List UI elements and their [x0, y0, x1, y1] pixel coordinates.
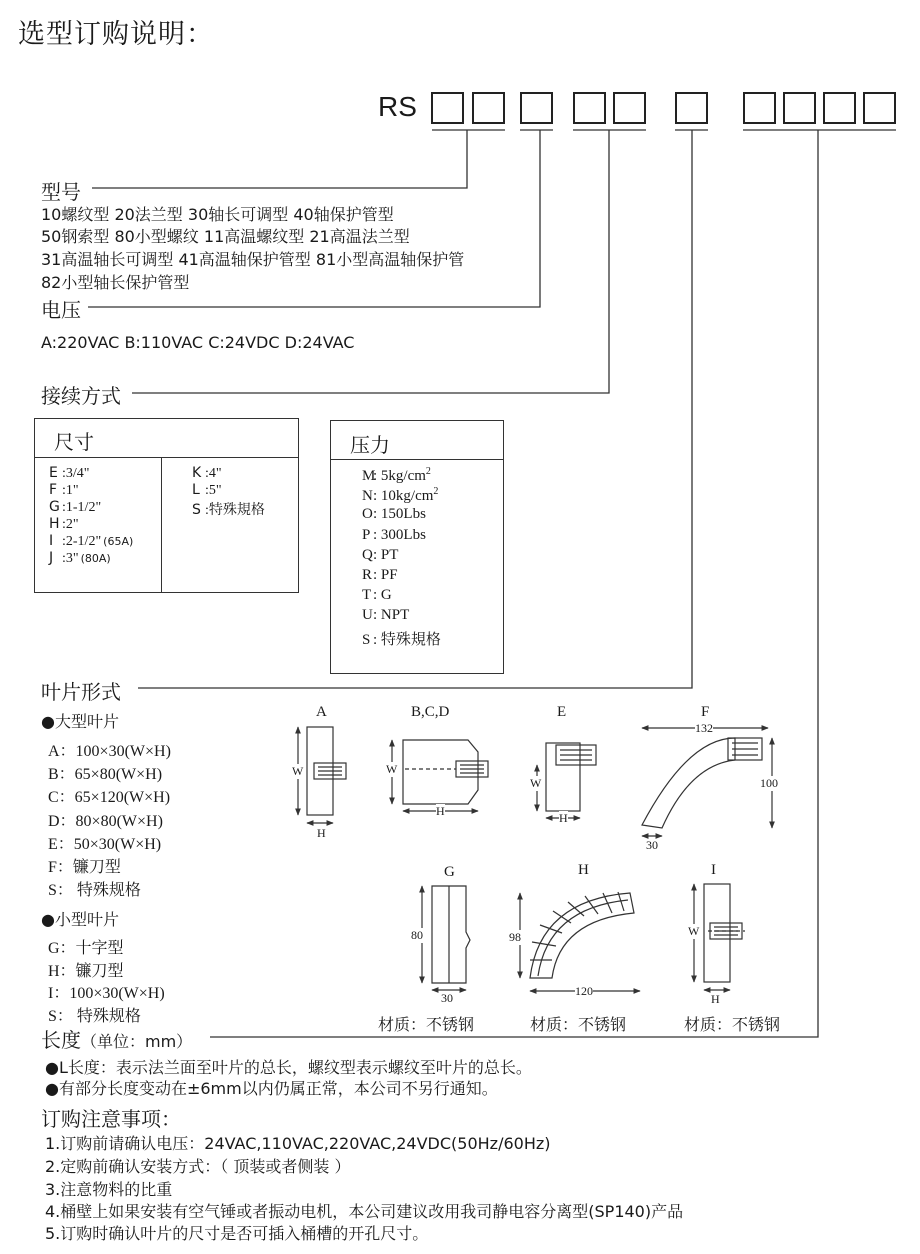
- large-blade-item: F：镰刀型: [48, 859, 121, 876]
- pressure-value: : 特殊規格: [373, 631, 441, 648]
- dim-e-w: W: [530, 776, 542, 790]
- model-heading: 型号: [41, 180, 81, 204]
- size-key: H: [49, 516, 60, 532]
- model-line-1: 10螺纹型 20法兰型 30轴长可调型 40轴保护管型: [41, 205, 394, 224]
- diagram-label-f: F: [701, 704, 710, 720]
- pressure-unit-exponent: 2: [433, 486, 439, 498]
- voltage-options: A:220VAC B:110VAC C:24VDC D:24VAC: [41, 333, 355, 352]
- dim-bcd-w: W: [386, 762, 398, 776]
- pressure-row-t: [362, 587, 392, 604]
- pressure-value: : 300Lbs: [373, 526, 426, 543]
- order-note-5: 5.订购时确认叶片的尺寸是否可插入桶槽的开孔尺寸。: [45, 1224, 429, 1243]
- dim-h-bottom: 120: [575, 984, 593, 998]
- diagram-label-bcd: B,C,D: [411, 704, 450, 720]
- size-note: (80A): [80, 552, 111, 565]
- size-row-i: [49, 533, 133, 550]
- pressure-row-o: [362, 506, 426, 523]
- pressure-row-u: [362, 607, 409, 624]
- model-line-4: 82小型轴长保护管型: [41, 273, 190, 292]
- size-value: :2-1/2": [62, 534, 102, 549]
- order-note-4: 4.桶壁上如果安装有空气锤或者振动电机，本公司建议改用我司静电容分离型(SP140)产品: [45, 1202, 684, 1221]
- small-blade-item: I：100×30(W×H): [48, 985, 165, 1002]
- dim-g-side: 80: [411, 928, 423, 942]
- size-key: S: [192, 502, 201, 518]
- length-unit: （单位：mm）: [81, 1032, 193, 1051]
- pressure-value: : G: [373, 587, 392, 604]
- size-value: :2": [62, 517, 79, 532]
- page-title: 选型订购说明：: [18, 19, 214, 50]
- small-blade-item: S： 特殊规格: [48, 1007, 141, 1025]
- voltage-heading: 电压: [41, 298, 81, 322]
- size-heading: 尺寸: [54, 430, 94, 454]
- size-row-k: [192, 465, 222, 482]
- size-row-j: [49, 550, 111, 567]
- pressure-row-q: [362, 547, 398, 564]
- diagram-label-i: I: [711, 862, 716, 878]
- pressure-value: : NPT: [373, 607, 410, 624]
- size-row-g: [49, 499, 103, 516]
- large-blade-item: S： 特殊规格: [48, 882, 141, 900]
- small-blade-heading: ●小型叶片: [41, 910, 119, 929]
- pressure-key: N: [362, 488, 373, 505]
- size-key: K: [192, 465, 202, 481]
- size-row-f: [49, 482, 81, 499]
- size-value: :5": [205, 483, 222, 498]
- dim-a-w: W: [292, 764, 304, 778]
- material-label-i: 材质：不锈钢: [684, 1015, 781, 1034]
- diagram-label-h: H: [578, 862, 589, 878]
- diagram-label-e: E: [557, 704, 567, 720]
- dim-bcd-h: H: [436, 804, 445, 818]
- length-note-2: ●有部分长度变动在±6mm以内仍属正常，本公司不另行通知。: [45, 1079, 498, 1098]
- size-row-l: [192, 482, 222, 499]
- pressure-value: : 150Lbs: [373, 506, 426, 523]
- pressure-key: P: [362, 526, 371, 543]
- size-value: :3": [62, 551, 79, 566]
- pressure-value: : PT: [373, 546, 399, 563]
- large-blade-item: C：65×120(W×H): [48, 789, 171, 807]
- dim-g-bottom: 30: [441, 991, 453, 1005]
- pressure-key: M: [362, 468, 376, 484]
- size-key: L: [192, 482, 200, 498]
- material-label-h: 材质：不锈钢: [530, 1015, 627, 1034]
- blade-heading: 叶片形式: [41, 680, 121, 704]
- small-blade-item: H：镰刀型: [48, 962, 124, 980]
- dim-i-h: H: [711, 992, 720, 1006]
- small-blade-item: G：十字型: [48, 940, 124, 957]
- pressure-row-m: [362, 466, 431, 485]
- pressure-value: : 10kg/cm: [373, 488, 434, 505]
- order-note-3: 3.注意物料的比重: [45, 1180, 173, 1199]
- model-code-prefix: RS: [378, 91, 417, 122]
- pressure-key: S: [362, 631, 371, 648]
- pressure-key: Q: [362, 546, 373, 563]
- connection-heading: 接续方式: [41, 384, 121, 408]
- pressure-row-n: [362, 486, 438, 505]
- dim-i-w: W: [688, 924, 700, 938]
- order-notes-heading: 订购注意事项：: [41, 1107, 181, 1131]
- dim-f-bottom: 30: [646, 838, 658, 852]
- size-key: J: [49, 550, 54, 566]
- model-line-2: 50钢索型 80小型螺纹 11高温螺纹型 21高温法兰型: [41, 227, 410, 246]
- length-heading-text: 长度: [41, 1028, 81, 1052]
- pressure-value: : 5kg/cm: [373, 468, 426, 484]
- dim-a-h: H: [317, 826, 326, 840]
- size-key: E: [49, 465, 58, 481]
- large-blade-item: B：65×80(W×H): [48, 766, 163, 784]
- pressure-key: T: [362, 587, 372, 604]
- size-row-h: [49, 516, 81, 533]
- pressure-key: O: [362, 506, 373, 523]
- dim-f-side: 100: [760, 776, 778, 790]
- size-value: :1-1/2": [62, 500, 102, 515]
- order-note-1: 1.订购前请确认电压：24VAC,110VAC,220VAC,24VDC(50Hz/60Hz): [45, 1134, 551, 1153]
- size-value: :特殊規格: [205, 503, 265, 518]
- size-note: (65A): [103, 535, 134, 548]
- large-blade-item: D：80×80(W×H): [48, 812, 163, 830]
- size-row-s: [192, 499, 265, 519]
- size-value: :4": [205, 466, 222, 481]
- order-note-2: 2.定购前确认安装方式：（ 顶装或者侧装 ）: [45, 1157, 351, 1176]
- pressure-key: U: [362, 607, 373, 624]
- pressure-key: R: [362, 567, 373, 583]
- diagram-label-g: G: [444, 864, 455, 880]
- model-line-3: 31高温轴长可调型 41高温轴保护管型 81小型高温轴保护管: [41, 250, 465, 269]
- dim-e-h: H: [559, 811, 568, 825]
- pressure-value: : PF: [373, 567, 398, 583]
- pressure-row-p: [362, 527, 426, 544]
- large-blade-item: E：50×30(W×H): [48, 835, 162, 853]
- diagram-label-a: A: [316, 704, 327, 720]
- pressure-heading: 压力: [350, 433, 390, 457]
- material-label-g: 材质：不锈钢: [378, 1015, 475, 1034]
- size-key: F: [49, 482, 58, 498]
- size-key: I: [49, 533, 54, 549]
- pressure-row-s: [362, 628, 441, 649]
- dim-h-side: 98: [509, 930, 521, 944]
- large-blade-item: A：100×30(W×H): [48, 743, 171, 760]
- large-blade-heading: ●大型叶片: [41, 712, 119, 731]
- pressure-unit-exponent: 2: [425, 466, 431, 477]
- size-key: G: [49, 499, 60, 515]
- length-note-1: ●L长度：表示法兰面至叶片的总长，螺纹型表示螺纹至叶片的总长。: [45, 1058, 532, 1077]
- dim-f-top: 132: [695, 721, 713, 735]
- size-value: :3/4": [62, 466, 90, 481]
- length-heading: [41, 1024, 192, 1053]
- pressure-row-r: [362, 567, 398, 584]
- size-row-e: [49, 465, 92, 482]
- size-value: :1": [62, 483, 79, 498]
